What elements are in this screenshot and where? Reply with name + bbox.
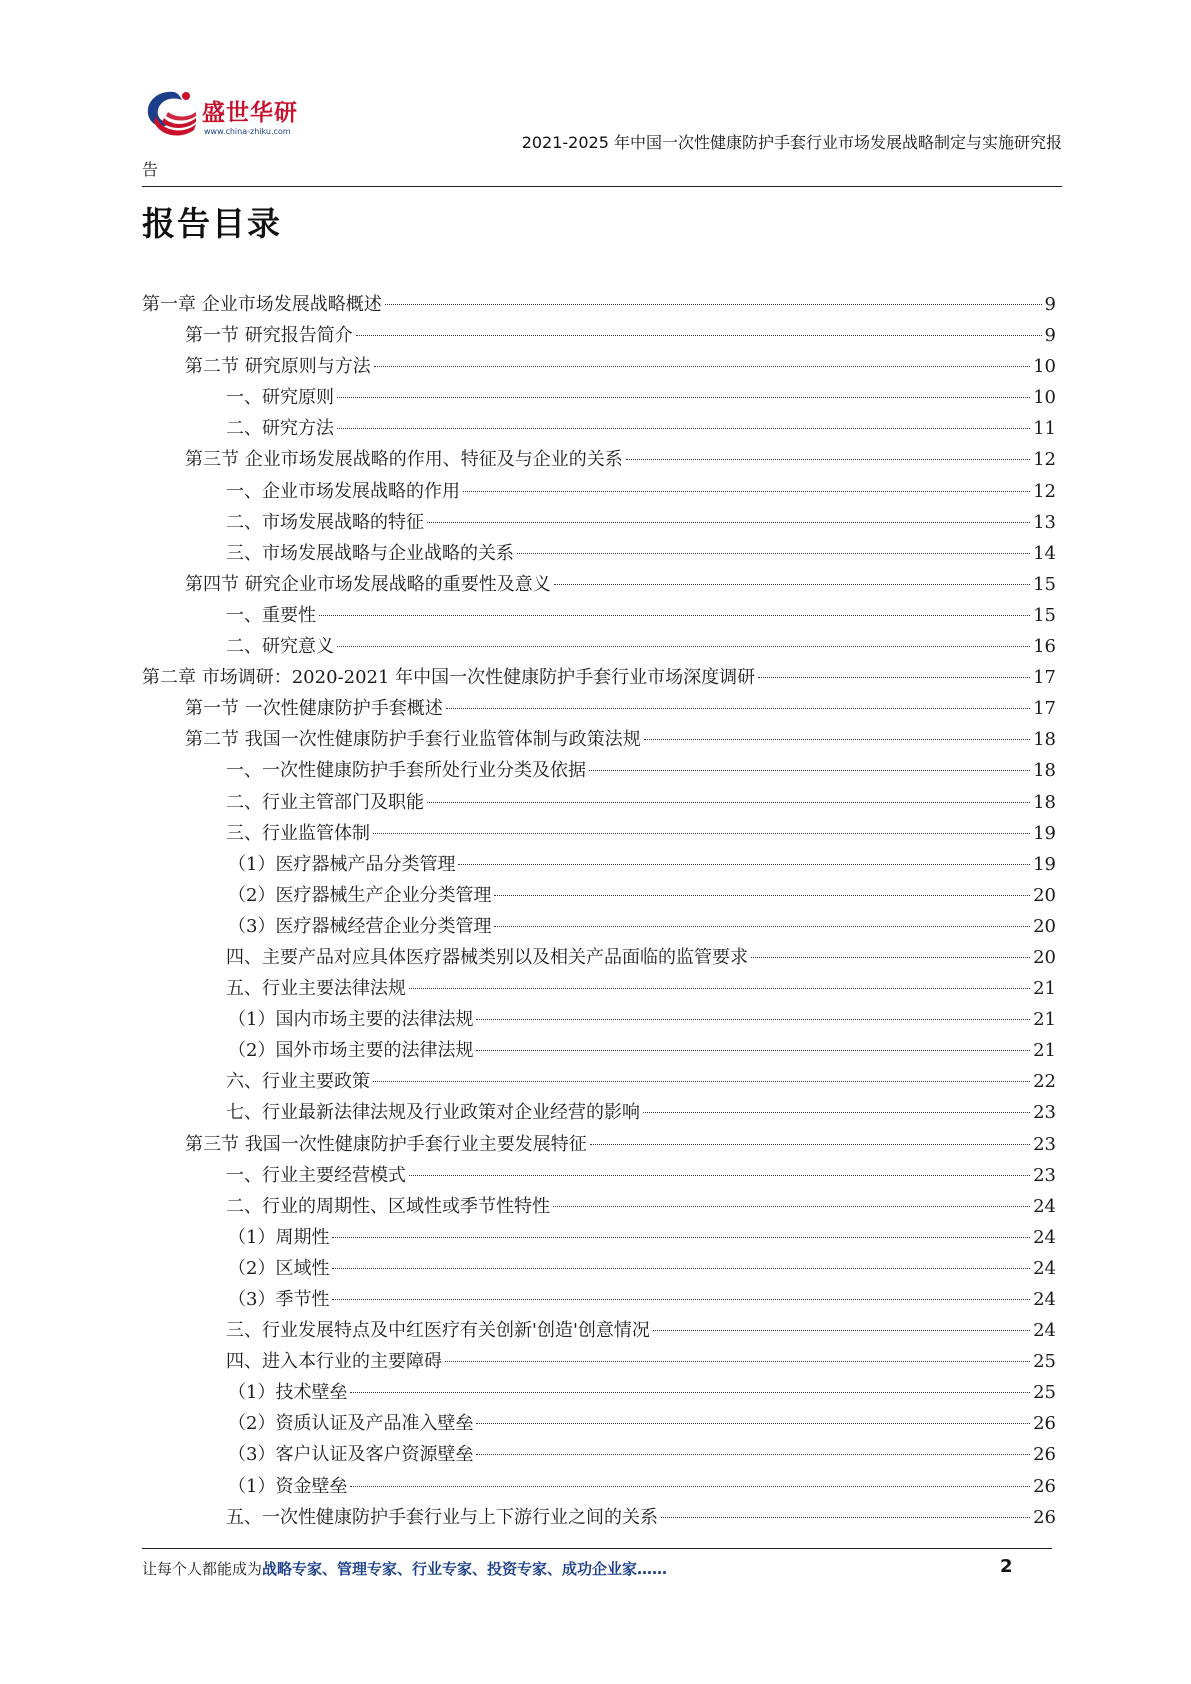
toc-entry[interactable]	[142, 1129, 1056, 1160]
toc-entry-label: 六、行业主要政策	[226, 1071, 370, 1093]
toc-entry-page: 17	[1033, 667, 1056, 689]
header-divider	[142, 186, 1062, 187]
toc-entry-label: （3）客户认证及客户资源壁垒	[228, 1444, 474, 1466]
toc-entry[interactable]	[142, 1222, 1056, 1253]
toc-entry[interactable]	[142, 942, 1056, 973]
toc-entry[interactable]	[142, 693, 1056, 724]
toc-leader-dots	[476, 1454, 1030, 1455]
toc-entry[interactable]	[142, 1439, 1056, 1470]
toc-entry-label: 一、一次性健康防护手套所处行业分类及依据	[226, 760, 586, 782]
toc-entry[interactable]	[142, 1035, 1056, 1066]
toc-leader-dots	[350, 1392, 1030, 1393]
toc-entry[interactable]	[142, 289, 1056, 320]
toc-entry-label: 三、行业监管体制	[226, 822, 370, 844]
toc-entry-label: （1）周期性	[228, 1226, 330, 1248]
toc-entry[interactable]	[142, 1160, 1056, 1191]
toc-entry-page: 23	[1033, 1102, 1056, 1124]
toc-entry[interactable]	[142, 1315, 1056, 1346]
toc-entry-page: 24	[1033, 1320, 1056, 1342]
toc-leader-dots	[590, 1144, 1030, 1145]
toc-entry-label: 二、行业的周期性、区域性或季节性特性	[226, 1195, 550, 1217]
toc-entry-page: 21	[1033, 1009, 1056, 1031]
toc-entry[interactable]	[142, 569, 1056, 600]
toc-entry[interactable]	[142, 911, 1056, 942]
toc-entry[interactable]	[142, 1284, 1056, 1315]
toc-entry[interactable]	[142, 320, 1056, 351]
toc-entry-label: 第二节 我国一次性健康防护手套行业监管体制与政策法规	[185, 729, 641, 751]
toc-entry-label: 第一节 一次性健康防护手套概述	[185, 698, 443, 720]
toc-entry-label: （1）国内市场主要的法律法规	[228, 1009, 474, 1031]
toc-entry[interactable]	[142, 1004, 1056, 1035]
toc-leader-dots	[476, 1423, 1030, 1424]
toc-leader-dots	[626, 459, 1030, 460]
toc-leader-dots	[553, 1206, 1030, 1207]
toc-entry-page: 18	[1033, 729, 1056, 751]
toc-leader-dots	[517, 553, 1030, 554]
toc-leader-dots	[751, 957, 1030, 958]
footer-slogan-prefix: 让每个人都能成为	[142, 1560, 263, 1578]
toc-entry-label: （2）资质认证及产品准入壁垒	[228, 1413, 474, 1435]
toc-entry-label: 一、重要性	[226, 604, 316, 626]
footer-slogan	[142, 1558, 667, 1579]
toc-leader-dots	[337, 397, 1030, 398]
toc-leader-dots	[589, 770, 1030, 771]
toc-entry-page: 12	[1033, 449, 1056, 471]
toc-entry-page: 10	[1033, 356, 1056, 378]
toc-entry-page: 24	[1033, 1195, 1056, 1217]
toc-entry-page: 26	[1033, 1444, 1056, 1466]
toc-entry-label: 二、研究意义	[226, 636, 334, 658]
toc-entry-page: 25	[1033, 1351, 1056, 1373]
toc-entry[interactable]	[142, 600, 1056, 631]
toc-leader-dots	[409, 1175, 1030, 1176]
toc-entry-label: 第一节 研究报告简介	[185, 325, 353, 347]
toc-entry-page: 21	[1033, 1040, 1056, 1062]
toc-entry-page: 15	[1033, 604, 1056, 626]
toc-leader-dots	[458, 864, 1030, 865]
toc-entry[interactable]	[142, 1253, 1056, 1284]
toc-leader-dots	[476, 1050, 1030, 1051]
toc-entry[interactable]	[142, 413, 1056, 444]
toc-entry-page: 17	[1033, 698, 1056, 720]
toc-leader-dots	[350, 1486, 1030, 1487]
toc-leader-dots	[661, 1517, 1030, 1518]
toc-entry[interactable]	[142, 1471, 1056, 1502]
toc-entry-label: （3）季节性	[228, 1289, 330, 1310]
toc-leader-dots	[332, 1268, 1030, 1269]
toc-leader-dots	[463, 491, 1030, 492]
toc-entry[interactable]	[142, 849, 1056, 880]
toc-leader-dots	[373, 1081, 1030, 1082]
toc-leader-dots	[337, 646, 1030, 647]
toc-entry-page: 26	[1033, 1506, 1056, 1528]
toc-entry[interactable]	[142, 444, 1056, 475]
toc-entry-page: 15	[1033, 573, 1056, 595]
toc-entry-label: （2）国外市场主要的法律法规	[228, 1040, 474, 1062]
toc-entry-page: 10	[1033, 387, 1056, 409]
toc-entry-page: 25	[1033, 1382, 1056, 1404]
toc-entry-page: 26	[1033, 1413, 1056, 1435]
toc-leader-dots	[476, 1019, 1030, 1020]
logo-url: www.china-zhiku.com	[204, 127, 291, 136]
toc-leader-dots	[319, 615, 1030, 616]
toc-entry-page: 19	[1033, 822, 1056, 844]
toc-entry-page: 21	[1033, 978, 1056, 1000]
toc-entry-page: 23	[1033, 1133, 1056, 1155]
toc-entry-label: 五、行业主要法律法规	[226, 978, 406, 1000]
toc-entry-label: 第三节 我国一次性健康防护手套行业主要发展特征	[185, 1133, 587, 1155]
toc-entry[interactable]	[142, 973, 1056, 1004]
toc-entry-page: 23	[1033, 1164, 1056, 1186]
toc-entry-page: 9	[1044, 325, 1056, 347]
toc-entry-page: 19	[1033, 853, 1056, 875]
toc-entry-label: （3）医疗器械经营企业分类管理	[228, 915, 492, 937]
toc-entry[interactable]	[142, 818, 1056, 849]
toc-leader-dots	[427, 522, 1030, 523]
toc-entry-label: （1）资金壁垒	[228, 1475, 348, 1497]
toc-leader-dots	[337, 428, 1030, 429]
toc-entry[interactable]	[142, 787, 1056, 818]
toc-entry-label: 一、行业主要经营模式	[226, 1164, 406, 1186]
toc-entry-label: 二、市场发展战略的特征	[226, 511, 424, 533]
toc-entry-page: 9	[1044, 294, 1056, 315]
toc-entry-label: 第二节 研究原则与方法	[185, 356, 371, 378]
toc-entry-label: 五、一次性健康防护手套行业与上下游行业之间的关系	[226, 1506, 658, 1528]
toc-entry[interactable]	[142, 1377, 1056, 1408]
toc-entry[interactable]	[142, 1346, 1056, 1377]
report-header-title-continued: 告	[142, 160, 159, 179]
toc-leader-dots	[445, 1361, 1030, 1362]
toc-leader-dots	[374, 366, 1030, 367]
toc-entry[interactable]	[142, 538, 1056, 569]
toc-leader-dots	[385, 304, 1042, 305]
toc-leader-dots	[427, 802, 1030, 803]
toc-entry[interactable]	[142, 476, 1056, 507]
toc-entry-label: 第二章 市场调研：2020-2021 年中国一次性健康防护手套行业市场深度调研	[142, 667, 756, 689]
toc-entry-page: 16	[1033, 636, 1056, 658]
toc-entry-page: 20	[1033, 915, 1056, 937]
toc-entry[interactable]	[142, 1408, 1056, 1439]
toc-entry-page: 26	[1033, 1475, 1056, 1497]
toc-leader-dots	[332, 1299, 1030, 1300]
toc-entry-label: 七、行业最新法律法规及行业政策对企业经营的影响	[226, 1102, 640, 1124]
toc-leader-dots	[758, 677, 1030, 678]
toc-leader-dots	[409, 988, 1030, 989]
toc-entry-label: 二、研究方法	[226, 418, 334, 440]
toc-entry[interactable]	[142, 382, 1056, 413]
toc-entry-page: 18	[1033, 791, 1056, 813]
footer-divider	[142, 1548, 1052, 1549]
toc-entry-label: 第三节 企业市场发展战略的作用、特征及与企业的关系	[185, 449, 623, 471]
toc-entry-label: 三、行业发展特点及中红医疗有关创新'创造'创意情况	[226, 1320, 650, 1342]
toc-entry[interactable]	[142, 880, 1056, 911]
toc-entry[interactable]	[142, 1502, 1056, 1533]
toc-leader-dots	[644, 739, 1030, 740]
toc-entry-label: 第一章 企业市场发展战略概述	[142, 294, 382, 315]
toc-entry-label: （2）医疗器械生产企业分类管理	[228, 884, 492, 906]
toc-entry[interactable]	[142, 755, 1056, 786]
toc-entry[interactable]	[142, 1097, 1056, 1128]
logo-text: 盛世华研	[202, 100, 298, 126]
table-of-contents	[142, 289, 1056, 1533]
toc-entry-label: 二、行业主管部门及职能	[226, 791, 424, 813]
toc-entry-label: （1）技术壁垒	[228, 1382, 348, 1404]
toc-entry[interactable]	[142, 507, 1056, 538]
toc-entry-page: 13	[1033, 511, 1056, 533]
toc-entry[interactable]	[142, 1066, 1056, 1097]
toc-entry-page: 24	[1033, 1257, 1056, 1279]
toc-entry-page: 20	[1033, 884, 1056, 906]
toc-entry-label: 四、主要产品对应具体医疗器械类别以及相关产品面临的监管要求	[226, 946, 748, 968]
toc-leader-dots	[494, 895, 1030, 896]
toc-entry-page: 14	[1033, 542, 1056, 564]
toc-entry-page: 22	[1033, 1071, 1056, 1093]
toc-leader-dots	[653, 1330, 1030, 1331]
toc-entry-page: 24	[1033, 1289, 1056, 1310]
toc-entry[interactable]	[142, 631, 1056, 662]
toc-entry-page: 20	[1033, 946, 1056, 968]
toc-leader-dots	[332, 1237, 1030, 1238]
toc-entry-label: 一、研究原则	[226, 387, 334, 409]
toc-leader-dots	[494, 926, 1030, 927]
toc-entry-label: 三、市场发展战略与企业战略的关系	[226, 542, 514, 564]
toc-entry[interactable]	[142, 724, 1056, 755]
footer-slogan-highlight: 战略专家、管理专家、行业专家、投资专家、成功企业家……	[262, 1560, 668, 1578]
report-header-title: 2021-2025 年中国一次性健康防护手套行业市场发展战略制定与实施研究报	[521, 133, 1062, 152]
toc-entry-page: 12	[1033, 480, 1056, 502]
page-number: 2	[1000, 1556, 1013, 1577]
page-title: 报告目录	[142, 204, 282, 243]
toc-entry[interactable]	[142, 662, 1056, 693]
toc-entry-label: （2）区域性	[228, 1257, 330, 1279]
toc-leader-dots	[643, 1112, 1030, 1113]
toc-leader-dots	[373, 833, 1030, 834]
toc-entry-page: 11	[1033, 418, 1056, 440]
toc-leader-dots	[356, 335, 1042, 336]
toc-entry-label: 一、企业市场发展战略的作用	[226, 480, 460, 502]
toc-entry-label: （1）医疗器械产品分类管理	[228, 853, 456, 875]
toc-entry-page: 24	[1033, 1226, 1056, 1248]
toc-entry-label: 第四节 研究企业市场发展战略的重要性及意义	[185, 573, 551, 595]
toc-entry[interactable]	[142, 1191, 1056, 1222]
toc-entry-page: 18	[1033, 760, 1056, 782]
toc-entry-label: 四、进入本行业的主要障碍	[226, 1351, 442, 1373]
toc-leader-dots	[554, 584, 1030, 585]
toc-leader-dots	[446, 708, 1030, 709]
toc-entry[interactable]	[142, 351, 1056, 382]
